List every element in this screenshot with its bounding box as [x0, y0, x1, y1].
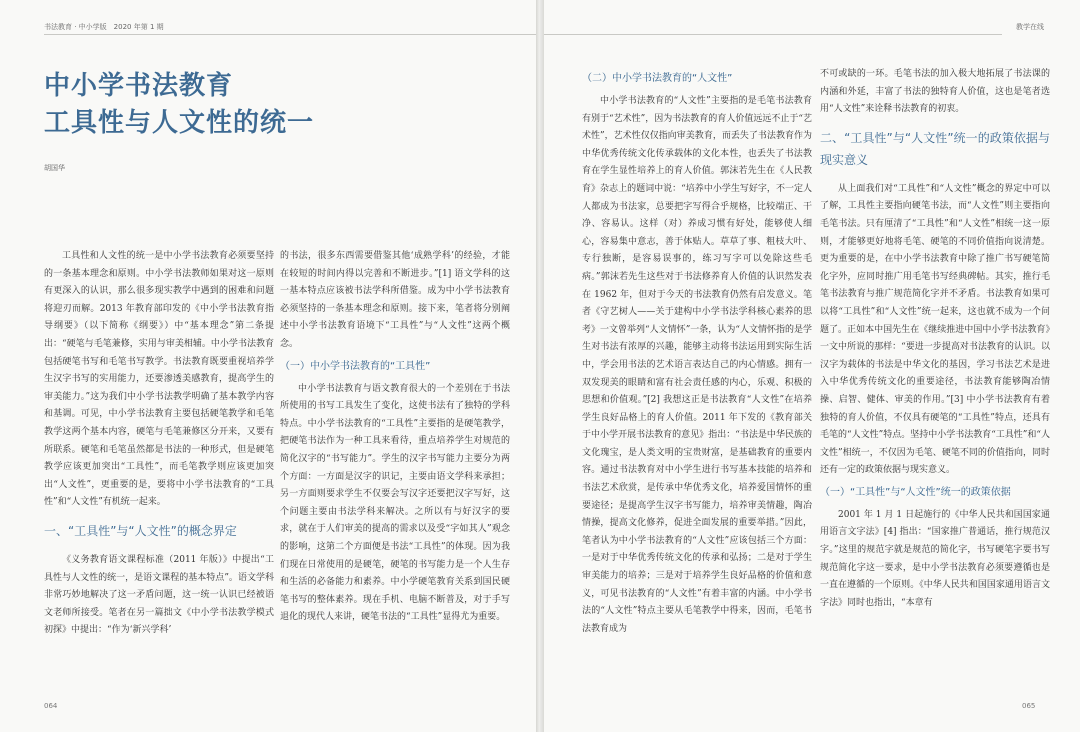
subsection-heading: （一）中小学书法教育的“工具性”	[280, 360, 431, 372]
paragraph: 不可或缺的一环。毛笔书法的加入极大地拓展了书法课的内涵和外延，丰富了书法的独特育人价值，这也是笔者选用“人文性”来诠释书法教育的初衷。	[820, 69, 1050, 115]
paragraph: 中小学书法教育的“人文性”主要指的是毛笔书法教育有别于“艺术性”，因为书法教育的育人价值远远不止于“艺术性”，艺术性仅仅指向审美教育，而丢失了书法教育作为中华优秀传统文化传承载体的文化本性，也丢失了书法教育在学生显性培养上的育人价值。郭沫若先生在《人民教育》杂志上的题词中说：“培养中小学生写好字，不一定人人都成为书法家，总要把字写得合乎规格，比较端正、干净、容易认。这样（对）养成习惯有好处，能够使人细心，容易集中意志，善于体贴人。草草了事、粗枝大叶、专行独断，是容易误事的，练习写字可以免除这些毛病。”郭沫若先生这些对于书法修养育人价值的认识然发表在 1962 年，但对于今天的书法教育仍然有启发意义。笔者《守艺树人——关于建构中小学书法学科核心素养的思考》一文曾举列“人文情怀”一条，认为“人文情怀指的是学生对书法有浓厚的兴趣，能够主动将书法运用到实际生活中，学会用书法的艺术语言表达自己的内心情感。拥有一双发现美的眼睛和富有社会责任感的内心，乐观、积极的思想和价值观。”[2] 我想这正是书法教育“人文性”在培养学生良好品格上的育人价值。2011 年下发的《教育部关于中小学开展书法教育的意见》指出：“书法是中华民族的文化瑰宝，是人类文明的宝贵财富，是基础教育的重要内容。通过书法教育对中小学生进行书写基本技能的培养和书法艺术欣赏，是传承中华优秀文化，培养爱国情怀的重要途径；是提高学生汉字书写能力，培养审美情趣，陶冶情操，提高文化修养，促进全面发展的重要举措。”因此，笔者认为中小学书法教育的“人文性”应该包括三个方面：一是对于中华优秀传统文化的传承和弘扬；二是对于学生审美能力的培养；三是对于培养学生良好品格的价值和意义，可见书法教育的“人文性”有着丰富的内涵。中小学书法的“人文性”特点主要从毛笔教学中得来，因而，毛笔书法教育成为	[582, 96, 812, 634]
header-rule	[44, 34, 536, 35]
running-head: 书法教育 · 中小学版 2020 年第 1 期	[44, 23, 164, 31]
article-title	[44, 68, 314, 142]
paragraph: 《义务教育语文课程标准（2011 年版）》中提出“工具性与人文性的统一，是语文课程的基本特点”。语文学科非常巧妙地解决了这一矛盾问题，这一统一认识已经被语文老师所接受。笔者在另一篇拙文《中小学书法教学模式初探》中提出：“作为‘新兴学科’	[44, 554, 274, 636]
title-line-2: 工具性与人文性的统一	[44, 108, 315, 138]
text-column-3	[582, 66, 812, 638]
paragraph: 工具性和人文性的统一是中小学书法教育必须要坚持的一条基本理念和原则。中小学书法教师如果对这一原则有更深入的认识，那么很多现实教学中遇到的困难和问题将迎刃而解。2013 年教育部印发的《中小学书法教育指导纲要》（以下简称《纲要》）中“基本理念”第二条提出：“硬笔与毛笔兼修，实用与审美相辅。中小学书法教育包括硬笔书写和毛笔书写教学。书法教育既要重视培养学生汉字书写的实用能力，还要渗透美感教育，提高学生的审美能力。”这为我们中小学书法教学明确了基本教学内容和基调。可见，中小学书法教育主要包括硬笔教学和毛笔教学这两个基本内容，硬笔与毛笔兼修区分开来，又要有所联系。硬笔和毛笔虽然都是书法的一种形式，但是硬笔教学应该更加突出“工具性”，而毛笔教学则应该更加突出“人文性”，更重要的是，要将中小学书法教育的“工具性”和“人文性”有机统一起来。	[44, 251, 274, 508]
text-column-2	[280, 248, 510, 627]
running-head: 教学在线	[1016, 23, 1044, 31]
section-heading: 二、“工具性”与“人文性”统一的政策依据与现实意义	[820, 130, 1050, 167]
paragraph: 的书法，很多东西需要借鉴其他‘成熟学科’的经验，才能在较短的时间内得以完善和不断进步。”[1] 语文学科的这一基本特点应该被书法学科所借鉴。成为中小学书法教育必须坚持的一条基本理念和原则。接下来，笔者将分别阐述中小学书法教育语境下“工具性”与“人文性”这两个概念。	[280, 251, 510, 349]
book-gutter	[536, 0, 544, 732]
paragraph: 中小学书法教育与语文教育很大的一个差别在于书法所使用的书写工具发生了变化，这使书法有了独特的学科特点。中小学书法教育的“工具性”主要指的是硬笔教学，把硬笔书法作为一种工具来看待，重点培养学生对规范的简化汉字的“书写能力”。学生的汉字书写能力主要分为两个方面：一方面是汉字的识记，主要由语文学科来承担；另一方面则要求学生不仅要会写汉字还要把汉字写好，这个问题主要由书法学科来解决。之所以有与好汉字的要求，就在于人们审美的提高的需求以及受“字如其人”观念的影响，这第二个方面便是书法“工具性”的体现。因为我们现在日常使用的是硬笔，硬笔的书写能力是一个人生存和生活的必备能力和素养。中小学硬笔教育关系到国民硬笔书写的整体素养。现在手机、电脑不断普及，对于手写退化的现代人来讲，硬笔书法的“工具性”显得尤为重要。	[280, 383, 510, 623]
paragraph: 2001 年 1 月 1 日起施行的《中华人民共和国国家通用语言文字法》[4] 指出：“国家推广普通话，推行规范汉字。”这里的规范字就是规范的简化字，书写硬笔字要书写规范简化字这一要求，是中小学书法教育必须要遵循也是一直在遵循的一个原则。《中华人民共和国国家通用语言文字法》同时也指出，“本章有	[820, 509, 1050, 608]
text-column-1	[44, 248, 274, 640]
section-heading: 一、“工具性”与“人文性”的概念界定	[44, 523, 237, 538]
page-number: 064	[44, 702, 58, 710]
header-rule	[544, 34, 1002, 35]
subsection-heading: （二）中小学书法教育的“人文性”	[582, 73, 733, 84]
page-number: 065	[1022, 702, 1036, 710]
right-page	[544, 0, 1080, 732]
text-column-4	[820, 66, 1050, 612]
subsection-heading: （一）“工具性”与“人文性”统一的政策依据	[820, 486, 1011, 498]
paragraph: 从上面我们对“工具性”和“人文性”概念的界定中可以了解，工具性主要指向硬笔书法，而“人文性”则主要指向毛笔书法。只有厘清了“工具性”和“人文性”相统一这一原则，才能够更好地将毛笔、硬笔的不同价值指向说清楚。更为重要的是，在中小学书法教育中除了推广书写硬笔简化字外，应同时推广用毛笔书写经典碑帖。其实，推行毛笔书法教育与推广规范简化字并不矛盾。书法教育如果可以将“工具性”和“人文性”统一起来，这也就不成为一个问题了。正如本中国先生在《继续推进中国中小学书法教育》一文中所说的那样：“要进一步提高对书法教育的认识。以汉字为载体的书法是中华文化的基因，学习书法艺术是进入中华优秀传统文化的重要途径，书法教育能够陶冶情操、启智、健体、审美的作用。”[3] 中小学书法教育有着独特的育人价值，不仅具有硬笔的“工具性”特点，还具有毛笔的“人文性”特点。坚持中小学书法教育“工具性”和“人文性”相统一，不仅因为毛笔、硬笔不同的价值指向，同时还有一定的政策依据与现实意义。	[820, 183, 1051, 476]
left-page	[0, 0, 536, 732]
title-line-1: 中小学书法教育	[44, 71, 234, 101]
author-name: 胡国华	[44, 164, 65, 172]
